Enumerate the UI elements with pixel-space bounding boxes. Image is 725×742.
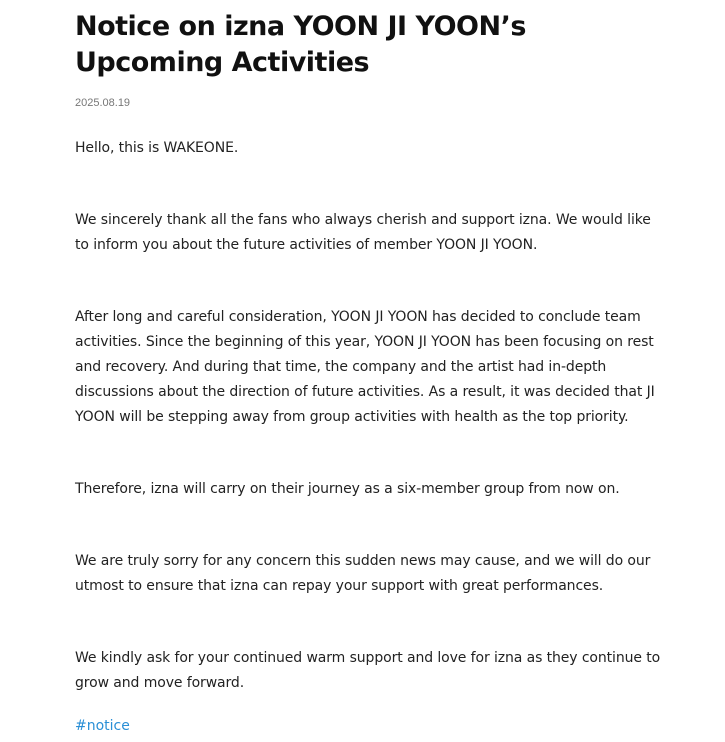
paragraph-support-request: We kindly ask for your continued warm support and love for izna as they continue to grow and move forward. — [75, 650, 661, 691]
notice-title: Notice on izna YOON JI YOON’s Upcoming Activities — [75, 11, 526, 78]
notice-body — [75, 136, 665, 696]
hashtag-notice-link[interactable]: #notice — [75, 718, 130, 734]
paragraph-greeting: Hello, this is WAKEONE. — [75, 140, 239, 156]
post-date: 2025.08.19 — [75, 97, 131, 109]
paragraph-apology: We are truly sorry for any concern this sudden news may cause, and we will do our utmost to ensure that izna can repay your support with great performances. — [75, 553, 651, 594]
paragraph-six-member: Therefore, izna will carry on their journey as a six-member group from now on. — [75, 481, 620, 497]
paragraph-thanks: We sincerely thank all the fans who always cherish and support izna. We would like to inform you about the future activities of member YOON JI YOON. — [75, 212, 651, 253]
paragraph-decision: After long and careful consideration, YOON JI YOON has decided to conclude team activities. Since the beginning of this year, YOON JI YOON has been focusing on rest and recovery. And during that time, the company and the artist had in-depth discussions about the direction of future activities. As a result, it was decided that JI YOON will be stepping away from group activities with health as the top priority. — [75, 309, 655, 425]
notice-article — [75, 0, 665, 735]
